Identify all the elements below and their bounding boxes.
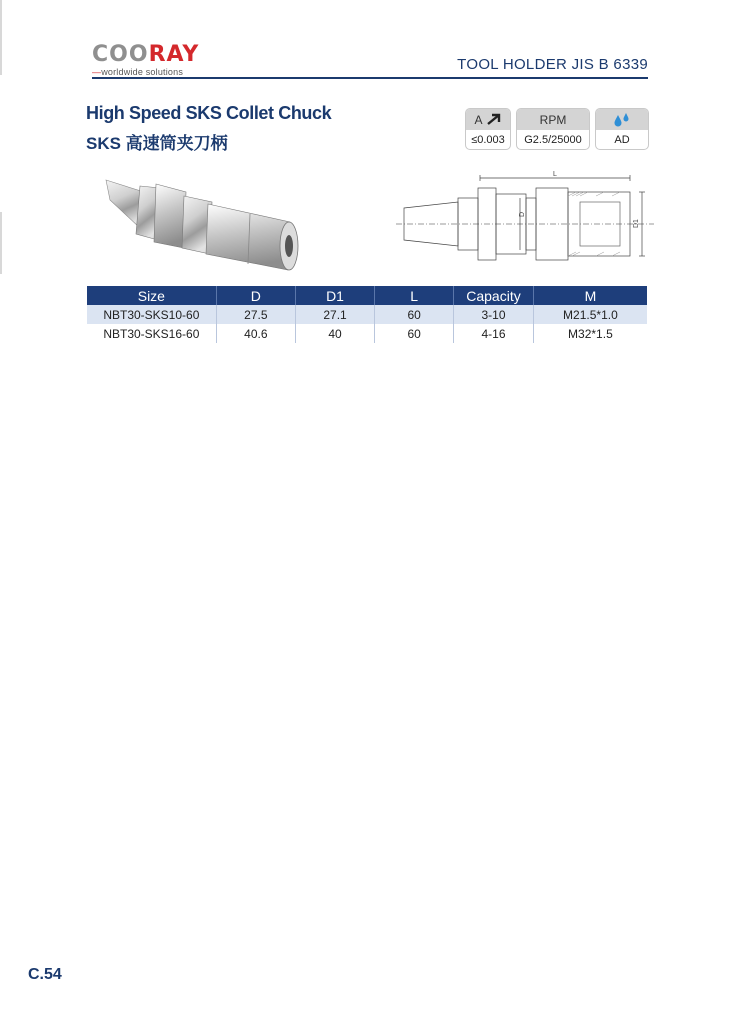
cell-capacity: 4-16 [454,324,534,343]
left-edge-mark-top [0,0,2,75]
dim-L-label: L [553,171,557,178]
spec-accuracy [465,108,511,150]
col-l: L [375,286,454,305]
technical-drawing [396,168,656,274]
photo-tool-holder [106,180,298,270]
col-capacity: Capacity [454,286,534,305]
table-row [87,305,647,324]
spec-accuracy-value: ≤0.003 [471,133,505,146]
runout-arrow-icon [486,113,502,126]
col-d: D [216,286,295,305]
cell-d1: 40 [295,324,374,343]
col-m: M [533,286,647,305]
coolant-drops-icon [612,112,632,128]
col-size: Size [87,286,216,305]
spec-rpm-label: RPM [517,109,589,130]
page-number: C.54 [28,966,62,983]
tagline-text: worldwide solutions [101,67,184,77]
cell-size: NBT30-SKS16-60 [87,324,216,343]
cell-size: NBT30-SKS10-60 [87,305,216,324]
cell-capacity: 3-10 [454,305,534,324]
spec-rpm [516,108,590,150]
spec-accuracy-header [466,109,510,130]
section-title: TOOL HOLDER JIS B 6339 [457,56,648,73]
cell-m: M21.5*1.0 [533,305,647,324]
cell-d: 40.6 [216,324,295,343]
cell-d1: 27.1 [295,305,374,324]
dim-D-label: D [519,211,526,217]
logo-text-red: RAY [148,42,200,67]
logo-wordmark [92,44,199,66]
spec-accuracy-label: A [474,112,483,127]
spec-coolant-value: AD [614,133,630,146]
spec-rpm-value: G2.5/25000 [524,133,582,146]
table-row [87,324,647,343]
spec-coolant [595,108,649,150]
cell-m: M32*1.5 [533,324,647,343]
left-edge-mark-mid [0,212,2,274]
logo-tagline: —worldwide solutions [92,67,184,77]
cell-l: 60 [375,305,454,324]
spec-table [87,286,647,343]
cell-d: 27.5 [216,305,295,324]
col-d1: D1 [295,286,374,305]
spec-coolant-header [596,109,648,130]
logo-text-grey: COO [92,42,149,67]
cell-l: 60 [375,324,454,343]
brand-logo [92,44,199,77]
product-subtitle: SKS 高速筒夹刀柄 [86,134,228,153]
product-title: High Speed SKS Collet Chuck [86,103,332,123]
dim-D1-label: D1 [633,219,640,228]
table-header-row [87,286,647,305]
header-divider [92,77,648,79]
product-photo [100,158,310,278]
